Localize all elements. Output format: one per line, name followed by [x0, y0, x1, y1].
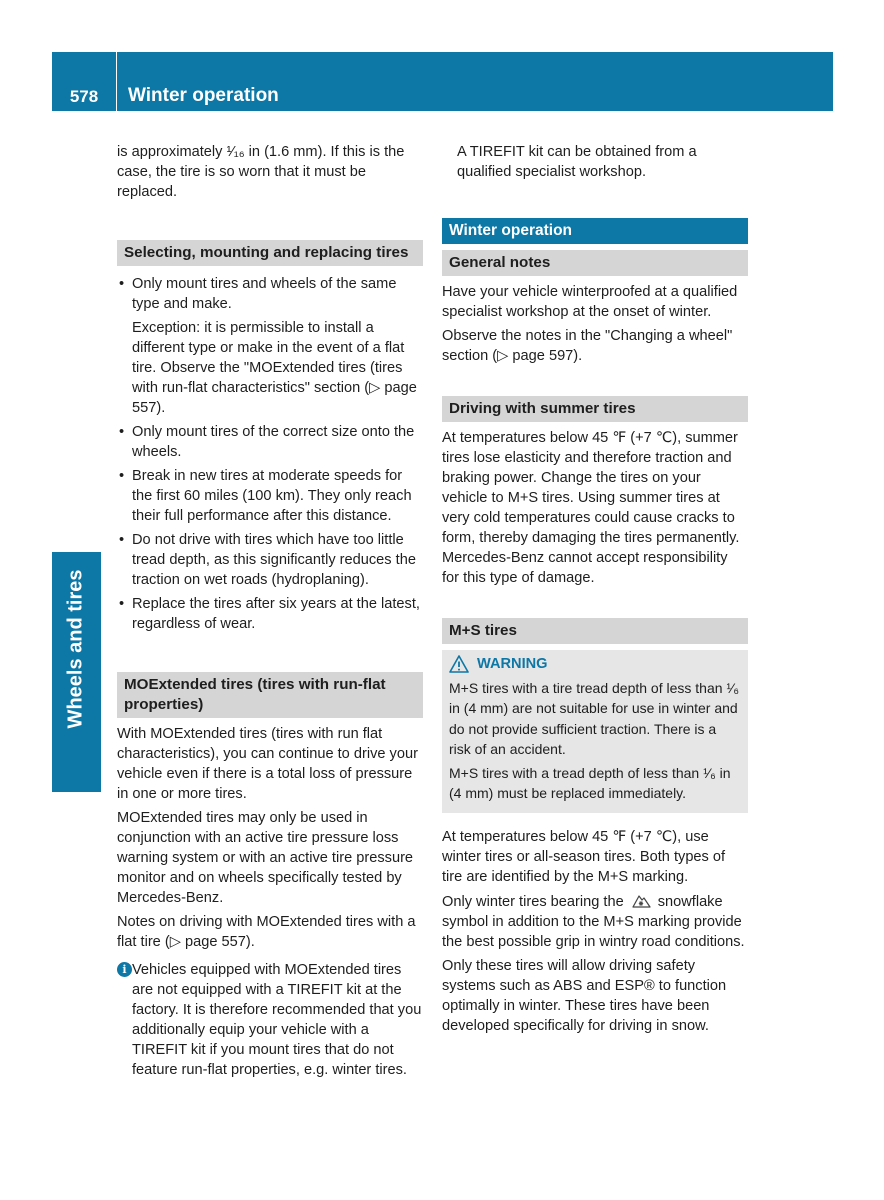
bullet-text: Do not drive with tires which have too little tread depth, as this significantly reduces the traction on wet roads (hydroplaning).: [132, 532, 416, 588]
moextended-paragraph-3: Notes on driving with MOExtended tires with a flat tire (▷ page 557).: [117, 914, 416, 950]
bullet-text: Replace the tires after six years at the latest, regardless of wear.: [132, 596, 420, 632]
warning-box: [442, 650, 748, 813]
warning-paragraph-2: M+S tires with a tread depth of less than ¹⁄₆ in (4 mm) must be replaced immediately.: [449, 764, 731, 801]
exception-note: Exception: it is permissible to install a different type or make in the event of a flat tire. Observe the "MOExtended tires (tires with run-flat characteristics" section (▷ page 557).: [132, 320, 417, 416]
right-column: [442, 142, 748, 1040]
summer-tires-heading: Driving with summer tires: [442, 396, 748, 422]
ms-paragraph-1: At temperatures below 45 ℉ (+7 ℃), use winter tires or all-season tires. Both types of tire are identified by the M+S marking.: [442, 828, 726, 885]
snowflake-mountain-icon: [630, 891, 652, 909]
general-notes-paragraph-1: Have your vehicle winterproofed at a qualified specialist workshop at the onset of winter.: [442, 284, 738, 320]
chapter-tab-label: Wheels and tires: [64, 569, 87, 729]
list-item: [117, 422, 423, 462]
page-number: 578: [69, 87, 99, 106]
summer-tires-paragraph: At temperatures below 45 ℉ (+7 ℃), summer tires lose elasticity and therefore traction and braking power. Change the tires on your vehicle to M+S tires. Using summer tires at very cold temperatures could cause cracks to form, thereby damaging the tires permanently. Mercedes-Benz cannot accept responsibility for this type of damage.: [442, 430, 740, 586]
general-notes-paragraph-2: Observe the notes in the "Changing a wheel" section (▷ page 597).: [442, 328, 733, 364]
list-item: [117, 594, 423, 634]
warning-triangle-icon: [449, 655, 469, 673]
warning-paragraph-1: M+S tires with a tire tread depth of less than ¹⁄₆ in (4 mm) are not suitable for use in winter and do not provide sufficient traction. There is a risk of an accident.: [449, 679, 740, 757]
ms-paragraph-2-start: Only winter tires bearing the: [442, 893, 624, 910]
left-column: [117, 142, 423, 1080]
selecting-tires-heading: Selecting, mounting and replacing tires: [117, 240, 423, 266]
list-item: [117, 466, 423, 526]
moextended-paragraph-2: MOExtended tires may only be used in conjunction with an active tire pressure loss warning system or with an active tire pressure monitor and on wheels specifically tested by Mercedes-Benz.: [117, 810, 414, 906]
list-item: [117, 530, 423, 590]
page-title: Winter operation: [128, 85, 279, 106]
bullet-text: Only mount tires of the correct size onto the wheels.: [132, 424, 415, 460]
page-header: [52, 52, 833, 111]
ms-paragraph-3: Only these tires will allow driving safety systems such as ABS and ESP® to function optimally in winter. These tires have been developed specifically for driving in snow.: [442, 957, 727, 1034]
bullet-text: Only mount tires and wheels of the same type and make.: [132, 276, 397, 312]
tirefit-paragraph: A TIREFIT kit can be obtained from a qualified specialist workshop.: [457, 144, 697, 180]
warning-label: WARNING: [477, 656, 548, 672]
info-icon: i: [117, 962, 132, 977]
intro-paragraph: is approximately ¹⁄₁₆ in (1.6 mm). If this is the case, the tire is so worn that it must be replaced.: [117, 144, 405, 200]
bullet-text: Break in new tires at moderate speeds for the first 60 miles (100 km). They only reach their full performance after this distance.: [132, 468, 412, 524]
general-notes-heading: General notes: [442, 250, 748, 276]
tire-rules-list: [117, 274, 423, 314]
ms-paragraph-2: [442, 891, 748, 952]
moextended-paragraph-1: With MOExtended tires (tires with run flat characteristics), you can continue to drive your vehicle even if there is a total loss of pressure in one or more tires.: [117, 726, 418, 802]
ms-tires-heading: M+S tires: [442, 618, 748, 644]
tire-rules-list-cont: [117, 422, 423, 634]
list-item: [117, 274, 423, 314]
info-note-text: Vehicles equipped with MOExtended tires are not equipped with a TIREFIT kit at the factory. It is therefore recommended that you additionally equip your vehicle with a TIREFIT kit if you mount tires that do not feature run-flat properties, e.g. winter tires.: [132, 962, 422, 1078]
info-note: [117, 960, 423, 1080]
header-divider: [116, 52, 117, 111]
chapter-side-tab[interactable]: [52, 552, 101, 792]
moextended-heading: MOExtended tires (tires with run-flat properties): [117, 672, 423, 718]
warning-header: [449, 654, 741, 675]
ms-paragraph-2-end: snowflake symbol in addition to the M+S marking provide the best possible grip in wintry road conditions.: [442, 893, 745, 950]
winter-operation-heading: Winter operation: [442, 218, 748, 244]
